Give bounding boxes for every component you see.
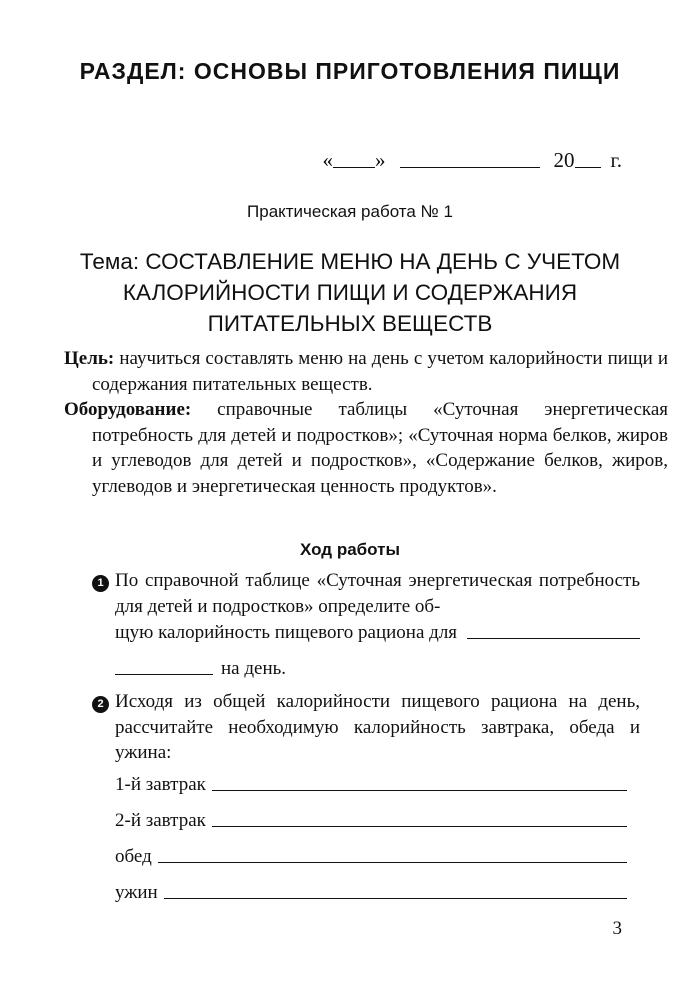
step-2-text: Исходя из общей калорийности пищевого рациона на день, рассчитайте необходимую калорийность завтрака, обеда и ужина: bbox=[115, 691, 640, 763]
age-group-blank[interactable] bbox=[467, 638, 640, 639]
section-title: РАЗДЕЛ: ОСНОВЫ ПРИГОТОВЛЕНИЯ ПИЩИ bbox=[79, 58, 621, 84]
meal-label: 1-й завтрак bbox=[115, 774, 206, 795]
equipment-text: справочные таблицы «Суточная энергетическая потребность для детей и подростков»; «Суточная норма белков, жиров и углеводов для детей и подростков», «Содержание белков, жиров, углеводов и энергетическая ценность продуктов». bbox=[92, 399, 668, 497]
topic-line: КАЛОРИЙНОСТИ ПИЩИ И СОДЕРЖАНИЯ bbox=[122, 280, 578, 305]
month-blank[interactable] bbox=[400, 166, 540, 168]
date-open-quote: « bbox=[322, 148, 333, 172]
year-blank[interactable] bbox=[575, 166, 601, 168]
step-number-2-icon: 2 bbox=[92, 696, 109, 713]
practical-work-title: Практическая работа № 1 bbox=[247, 202, 453, 221]
goal-text: научиться составлять меню на день с учетом калорийности пищи и содержания питательных веществ. bbox=[92, 348, 668, 395]
meal-calorie-blank[interactable] bbox=[158, 862, 627, 863]
age-group-blank-2[interactable] bbox=[115, 674, 213, 675]
meal-label: 2-й завтрак bbox=[115, 810, 206, 831]
meal-calorie-blank[interactable] bbox=[212, 826, 627, 827]
meal-label: ужин bbox=[115, 882, 158, 903]
date-line bbox=[323, 148, 623, 173]
meal-row bbox=[115, 846, 627, 868]
meal-row bbox=[115, 774, 627, 796]
year-prefix: 20 bbox=[553, 148, 575, 172]
page-number: 3 bbox=[612, 918, 622, 939]
equipment-label: Оборудование: bbox=[64, 399, 192, 420]
step-1-line-3 bbox=[115, 622, 640, 644]
goal-paragraph bbox=[64, 346, 668, 397]
year-suffix: г. bbox=[610, 148, 622, 172]
step-number-1-icon: 1 bbox=[92, 575, 109, 592]
topic-line: ПИТАТЕЛЬНЫХ ВЕЩЕСТВ bbox=[207, 311, 493, 336]
step-1-text: По справочной таблице «Суточная энергетическая потребность для детей и подростков» определите об- bbox=[115, 570, 640, 617]
meal-row bbox=[115, 810, 627, 832]
meal-row bbox=[115, 882, 627, 904]
step-1-line-3-text: щую калорийность пищевого рациона для bbox=[115, 622, 458, 643]
equipment-paragraph bbox=[64, 397, 668, 499]
meal-calorie-blank[interactable] bbox=[212, 790, 627, 791]
step-1-line-4 bbox=[115, 658, 286, 680]
step-1-line-4-text: на день. bbox=[221, 658, 287, 679]
meal-label: обед bbox=[115, 846, 152, 867]
procedure-heading: Ход работы bbox=[300, 540, 400, 559]
meal-calorie-blank[interactable] bbox=[164, 898, 627, 899]
day-blank[interactable] bbox=[333, 166, 375, 168]
topic-line: Тема: СОСТАВЛЕНИЕ МЕНЮ НА ДЕНЬ С УЧЕТОМ bbox=[79, 249, 621, 274]
date-close-quote: » bbox=[375, 148, 386, 172]
goal-label: Цель: bbox=[64, 348, 115, 369]
topic-heading bbox=[60, 246, 640, 339]
